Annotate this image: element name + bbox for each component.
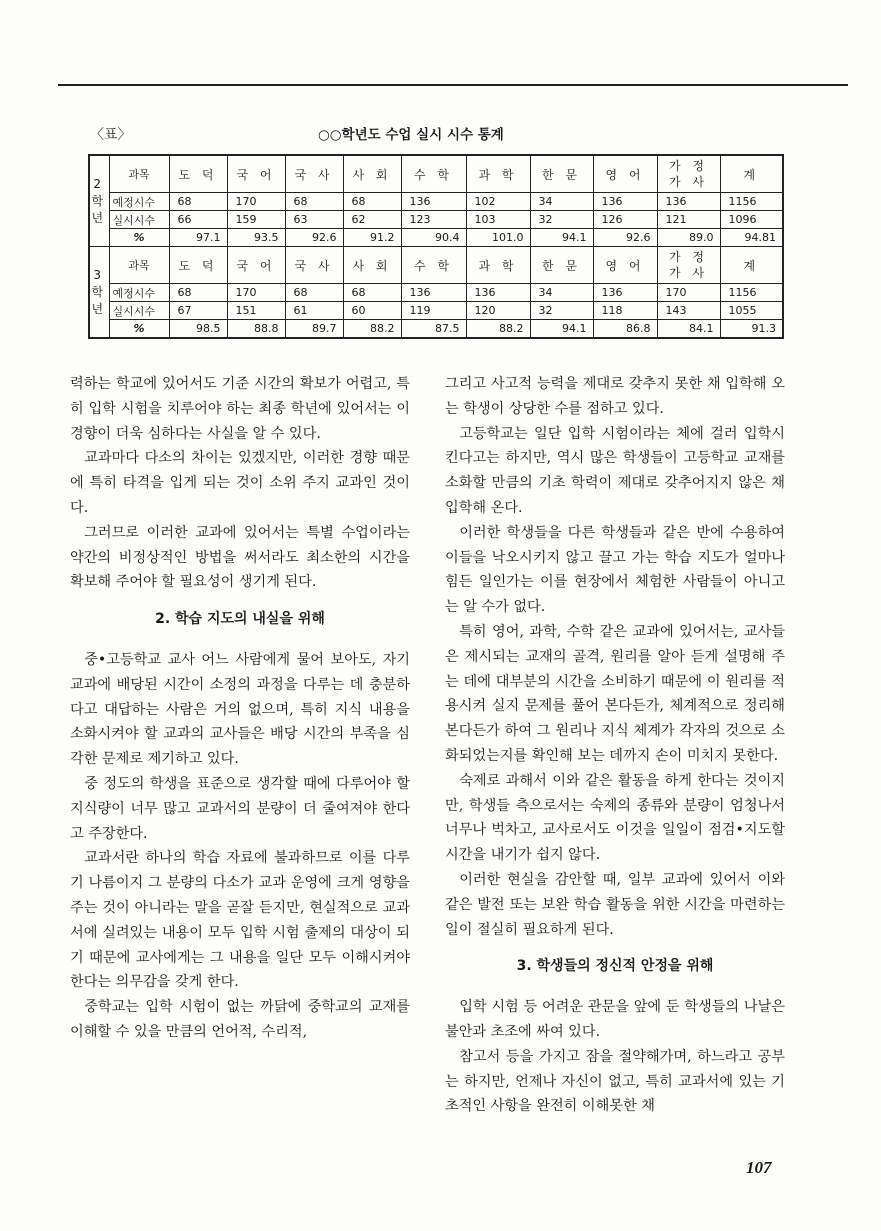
paragraph: 교과서란 하나의 학습 자료에 불과하므로 이를 다루기 나름이지 그 분량의 다소가 교과 운영에 크게 영향을 주는 것이 아니라는 말을 곧잘 듣지만, 현실적으로 교과서에 실려있는 내용이 모두 입학 시험 출제의 대상이 되기 때문에 교사에게는 그 내용을 일단 모두 이해시켜야 한다는 의무감을 갖게 한다. (70, 850, 410, 991)
table-cell: 121 (657, 211, 720, 229)
top-rule (58, 84, 848, 86)
table-cell: 91.3 (720, 320, 783, 339)
subject-header-cell: 수 학 (401, 247, 466, 284)
table-cell: 94.1 (530, 320, 593, 339)
subject-header-cell: 도 덕 (169, 155, 227, 193)
subject-header-cell: 수 학 (401, 155, 466, 193)
table-cell: 61 (285, 302, 343, 320)
paragraph: 중학교는 입학 시험이 없는 까닭에 중학교의 교재를 이해할 수 있을 만큼의 언어적, 수리적, (70, 999, 410, 1040)
table-title: ○○학년도 수업 실시 시수 통계 (318, 127, 504, 143)
table-cell: 68 (169, 284, 227, 302)
table-cell: 84.1 (657, 320, 720, 339)
table-cell: 94.1 (530, 229, 593, 247)
section-heading: 2. 학습 지도의 내실을 위해 (155, 611, 325, 628)
table-row (89, 211, 783, 229)
table-cell: 32 (530, 211, 593, 229)
table-cell: 136 (466, 284, 530, 302)
table-cell: 126 (593, 211, 657, 229)
subject-header-cell: 영 어 (593, 247, 657, 284)
home-economics-line: 가 사 (669, 175, 708, 189)
table-cell: 103 (466, 211, 530, 229)
statistics-table (88, 154, 784, 339)
table-cell: 170 (657, 284, 720, 302)
home-economics-line: 가 사 (669, 266, 708, 280)
subject-header-cell: 국 어 (227, 247, 285, 284)
section-heading: 3. 학생들의 정신적 안정을 위해 (516, 958, 714, 975)
total-header-cell: 계 (720, 247, 783, 284)
subject-header-cell: 사 회 (343, 247, 401, 284)
subject-header-cell: 한 문 (530, 247, 593, 284)
table-cell: 159 (227, 211, 285, 229)
right-column (445, 372, 785, 1119)
row-label-cell: % (109, 320, 169, 339)
table-cell: 66 (169, 211, 227, 229)
table-cell: 136 (657, 193, 720, 211)
table-cell: 151 (227, 302, 285, 320)
table-row (89, 229, 783, 247)
paragraph: 고등학교는 일단 입학 시험이라는 체에 걸러 입학시킨다고는 하지만, 역시 많은 학생들이 고등학교 교재를 소화할 만큼의 기초 학력이 제대로 갖추어지지 않은 채 입학해 온다. (445, 425, 785, 516)
paragraph: 숙제로 과해서 이와 같은 활동을 하게 한다는 것이지만, 학생들 측으로서는 숙제의 종류와 분량이 엄청나서 너무나 벅차고, 교사로서도 이것을 일일이 점검•지도할 시간을 내기가 쉽지 않다. (445, 772, 785, 864)
grade-label-char: 2 (93, 176, 106, 191)
table-cell: 89.7 (285, 320, 343, 339)
row-label-cell: 실시시수 (109, 302, 169, 320)
table-cell: 136 (593, 193, 657, 211)
subject-header-cell: 과목 (109, 247, 169, 284)
paragraph: 그리고 사고적 능력을 제대로 갖추지 못한 채 입학해 오는 학생이 상당한 수를 점하고 있다. (445, 376, 785, 417)
table-cell: 136 (593, 284, 657, 302)
subject-header-cell: 과 학 (466, 155, 530, 193)
table-cell: 62 (343, 211, 401, 229)
table-cell: 68 (343, 193, 401, 211)
paragraph: 중 정도의 학생을 표준으로 생각할 때에 다루어야 할 지식량이 너무 많고 교과서의 분량이 더 줄여져야 한다고 주장한다. (70, 775, 410, 842)
table-cell: 67 (169, 302, 227, 320)
table-cell: 118 (593, 302, 657, 320)
table-cell: 68 (169, 193, 227, 211)
table-cell: 91.2 (343, 229, 401, 247)
table-cell: 92.6 (593, 229, 657, 247)
table-header-row (89, 155, 783, 193)
paragraph: 특히 영어, 과학, 수학 같은 교과에 있어서는, 교사들은 제시되는 교재의 골격, 원리를 알아 듣게 설명해 주는 데에 대부분의 시간을 소비하기 때문에 이 원리를 적용시켜 실지 문제를 풀어 본다든가, 체계적으로 정리해 본다든가 하여 그 원리나 지식 체계가 각자의 것으로 소화되었는지를 확인해 보는 데까지 손이 미치지 못한다. (445, 623, 785, 764)
paragraph: 이러한 학생들을 다른 학생들과 같은 반에 수용하여 이들을 낙오시키지 않고 끌고 가는 학습 지도가 얼마나 힘든 일인가는 이를 현장에서 체험한 사람들이 아니고는 알 수가 없다. (445, 524, 785, 616)
grade-label (89, 247, 109, 339)
paragraph: 참고서 등을 가지고 잠을 절약해가며, 하느라고 공부는 하지만, 언제나 자신이 없고, 특히 교과서에 있는 기초적인 사항을 완전히 이해못한 채 (445, 1048, 785, 1115)
table-cell: 94.81 (720, 229, 783, 247)
table-row (89, 320, 783, 339)
subject-header-cell: 국 사 (285, 247, 343, 284)
paragraph: 교과마다 다소의 차이는 있겠지만, 이러한 경향 때문에 특히 타격을 입게 되는 것이 소위 주지 교과인 것이다. (70, 450, 410, 516)
table-cell: 1055 (720, 302, 783, 320)
table-header-row (89, 247, 783, 284)
table-cell: 170 (227, 193, 285, 211)
table-row (89, 284, 783, 302)
table-cell: 170 (227, 284, 285, 302)
table-cell: 136 (401, 284, 466, 302)
table-cell: 97.1 (169, 229, 227, 247)
table-cell: 86.8 (593, 320, 657, 339)
table-cell: 123 (401, 211, 466, 229)
grade-label-char: 년 (91, 210, 108, 225)
table-row (89, 302, 783, 320)
table-cell: 89.0 (657, 229, 720, 247)
table-cell: 93.5 (227, 229, 285, 247)
table-cell: 120 (466, 302, 530, 320)
subject-header-cell: 한 문 (530, 155, 593, 193)
subject-header-cell: 사 회 (343, 155, 401, 193)
row-label-cell: 예정시수 (109, 193, 169, 211)
table-cell: 88.2 (466, 320, 530, 339)
table-cell: 34 (530, 284, 593, 302)
left-column (70, 372, 410, 1045)
paragraph: 력하는 학교에 있어서도 기준 시간의 확보가 어렵고, 특히 입학 시험을 치루어야 하는 최종 학년에 있어서는 이 경향이 더욱 심하다는 사실을 알 수 있다. (70, 376, 410, 442)
row-label-cell: 실시시수 (109, 211, 169, 229)
home-economics-line: 가 정 (669, 159, 708, 173)
paragraph: 이러한 현실을 감안할 때, 일부 교과에 있어서 이와 같은 발전 또는 보완 학습 활동을 위한 시간을 마련하는 일이 절실히 필요하게 된다. (445, 871, 785, 938)
table-cell: 34 (530, 193, 593, 211)
table-cell: 68 (285, 284, 343, 302)
table-cell: 98.5 (169, 320, 227, 339)
home-economics-line: 가 정 (669, 250, 708, 264)
table-cell: 136 (401, 193, 466, 211)
table-cell: 102 (466, 193, 530, 211)
table-cell: 101.0 (466, 229, 530, 247)
table-cell: 68 (343, 284, 401, 302)
grade-label (89, 155, 109, 247)
paragraph: 그러므로 이러한 교과에 있어서는 특별 수업이라는 약간의 비정상적인 방법을 써서라도 최소한의 시간을 확보해 주어야 할 필요성이 생기게 된다. (70, 524, 410, 591)
table-cell: 87.5 (401, 320, 466, 339)
paragraph: 입학 시험 등 어려운 관문을 앞에 둔 학생들의 나날은 불안과 초조에 싸여 있다. (445, 999, 785, 1040)
subject-header-cell: 과목 (109, 155, 169, 193)
table-cell: 63 (285, 211, 343, 229)
subject-header-cell: 국 어 (227, 155, 285, 193)
grade-label-char: 학 (91, 193, 108, 208)
table-cell: 60 (343, 302, 401, 320)
subject-header-cell: 국 사 (285, 155, 343, 193)
table-cell: 143 (657, 302, 720, 320)
table-cell: 90.4 (401, 229, 466, 247)
row-label-cell: % (109, 229, 169, 247)
subject-header-cell (657, 247, 720, 284)
grade-label-char: 년 (91, 301, 108, 316)
subject-header-cell: 과 학 (466, 247, 530, 284)
grade-label-char: 3 (93, 267, 106, 282)
row-label-cell: 예정시수 (109, 284, 169, 302)
table-cell: 32 (530, 302, 593, 320)
subject-header-cell: 영 어 (593, 155, 657, 193)
table-label: 〈표〉 (90, 127, 132, 143)
table-cell: 1156 (720, 193, 783, 211)
table-cell: 119 (401, 302, 466, 320)
table-row (89, 193, 783, 211)
subject-header-cell (657, 155, 720, 193)
table-cell: 88.2 (343, 320, 401, 339)
table-cell: 1096 (720, 211, 783, 229)
grade-label-char: 학 (91, 284, 108, 299)
table-cell: 92.6 (285, 229, 343, 247)
table-cell: 88.8 (227, 320, 285, 339)
table-cell: 1156 (720, 284, 783, 302)
paragraph: 중•고등학교 교사 어느 사람에게 물어 보아도, 자기 교과에 배당된 시간이 소정의 과정을 다루는 데 충분하다고 대답하는 사람은 거의 없으며, 특히 지식 내용을 소화시켜야 할 교과의 교사들은 배당 시간의 부족을 심각한 문제로 제기하고 있다. (70, 651, 410, 768)
total-header-cell: 계 (720, 155, 783, 193)
subject-header-cell: 도 덕 (169, 247, 227, 284)
table-cell: 68 (285, 193, 343, 211)
page-number: 107 (746, 1158, 772, 1177)
